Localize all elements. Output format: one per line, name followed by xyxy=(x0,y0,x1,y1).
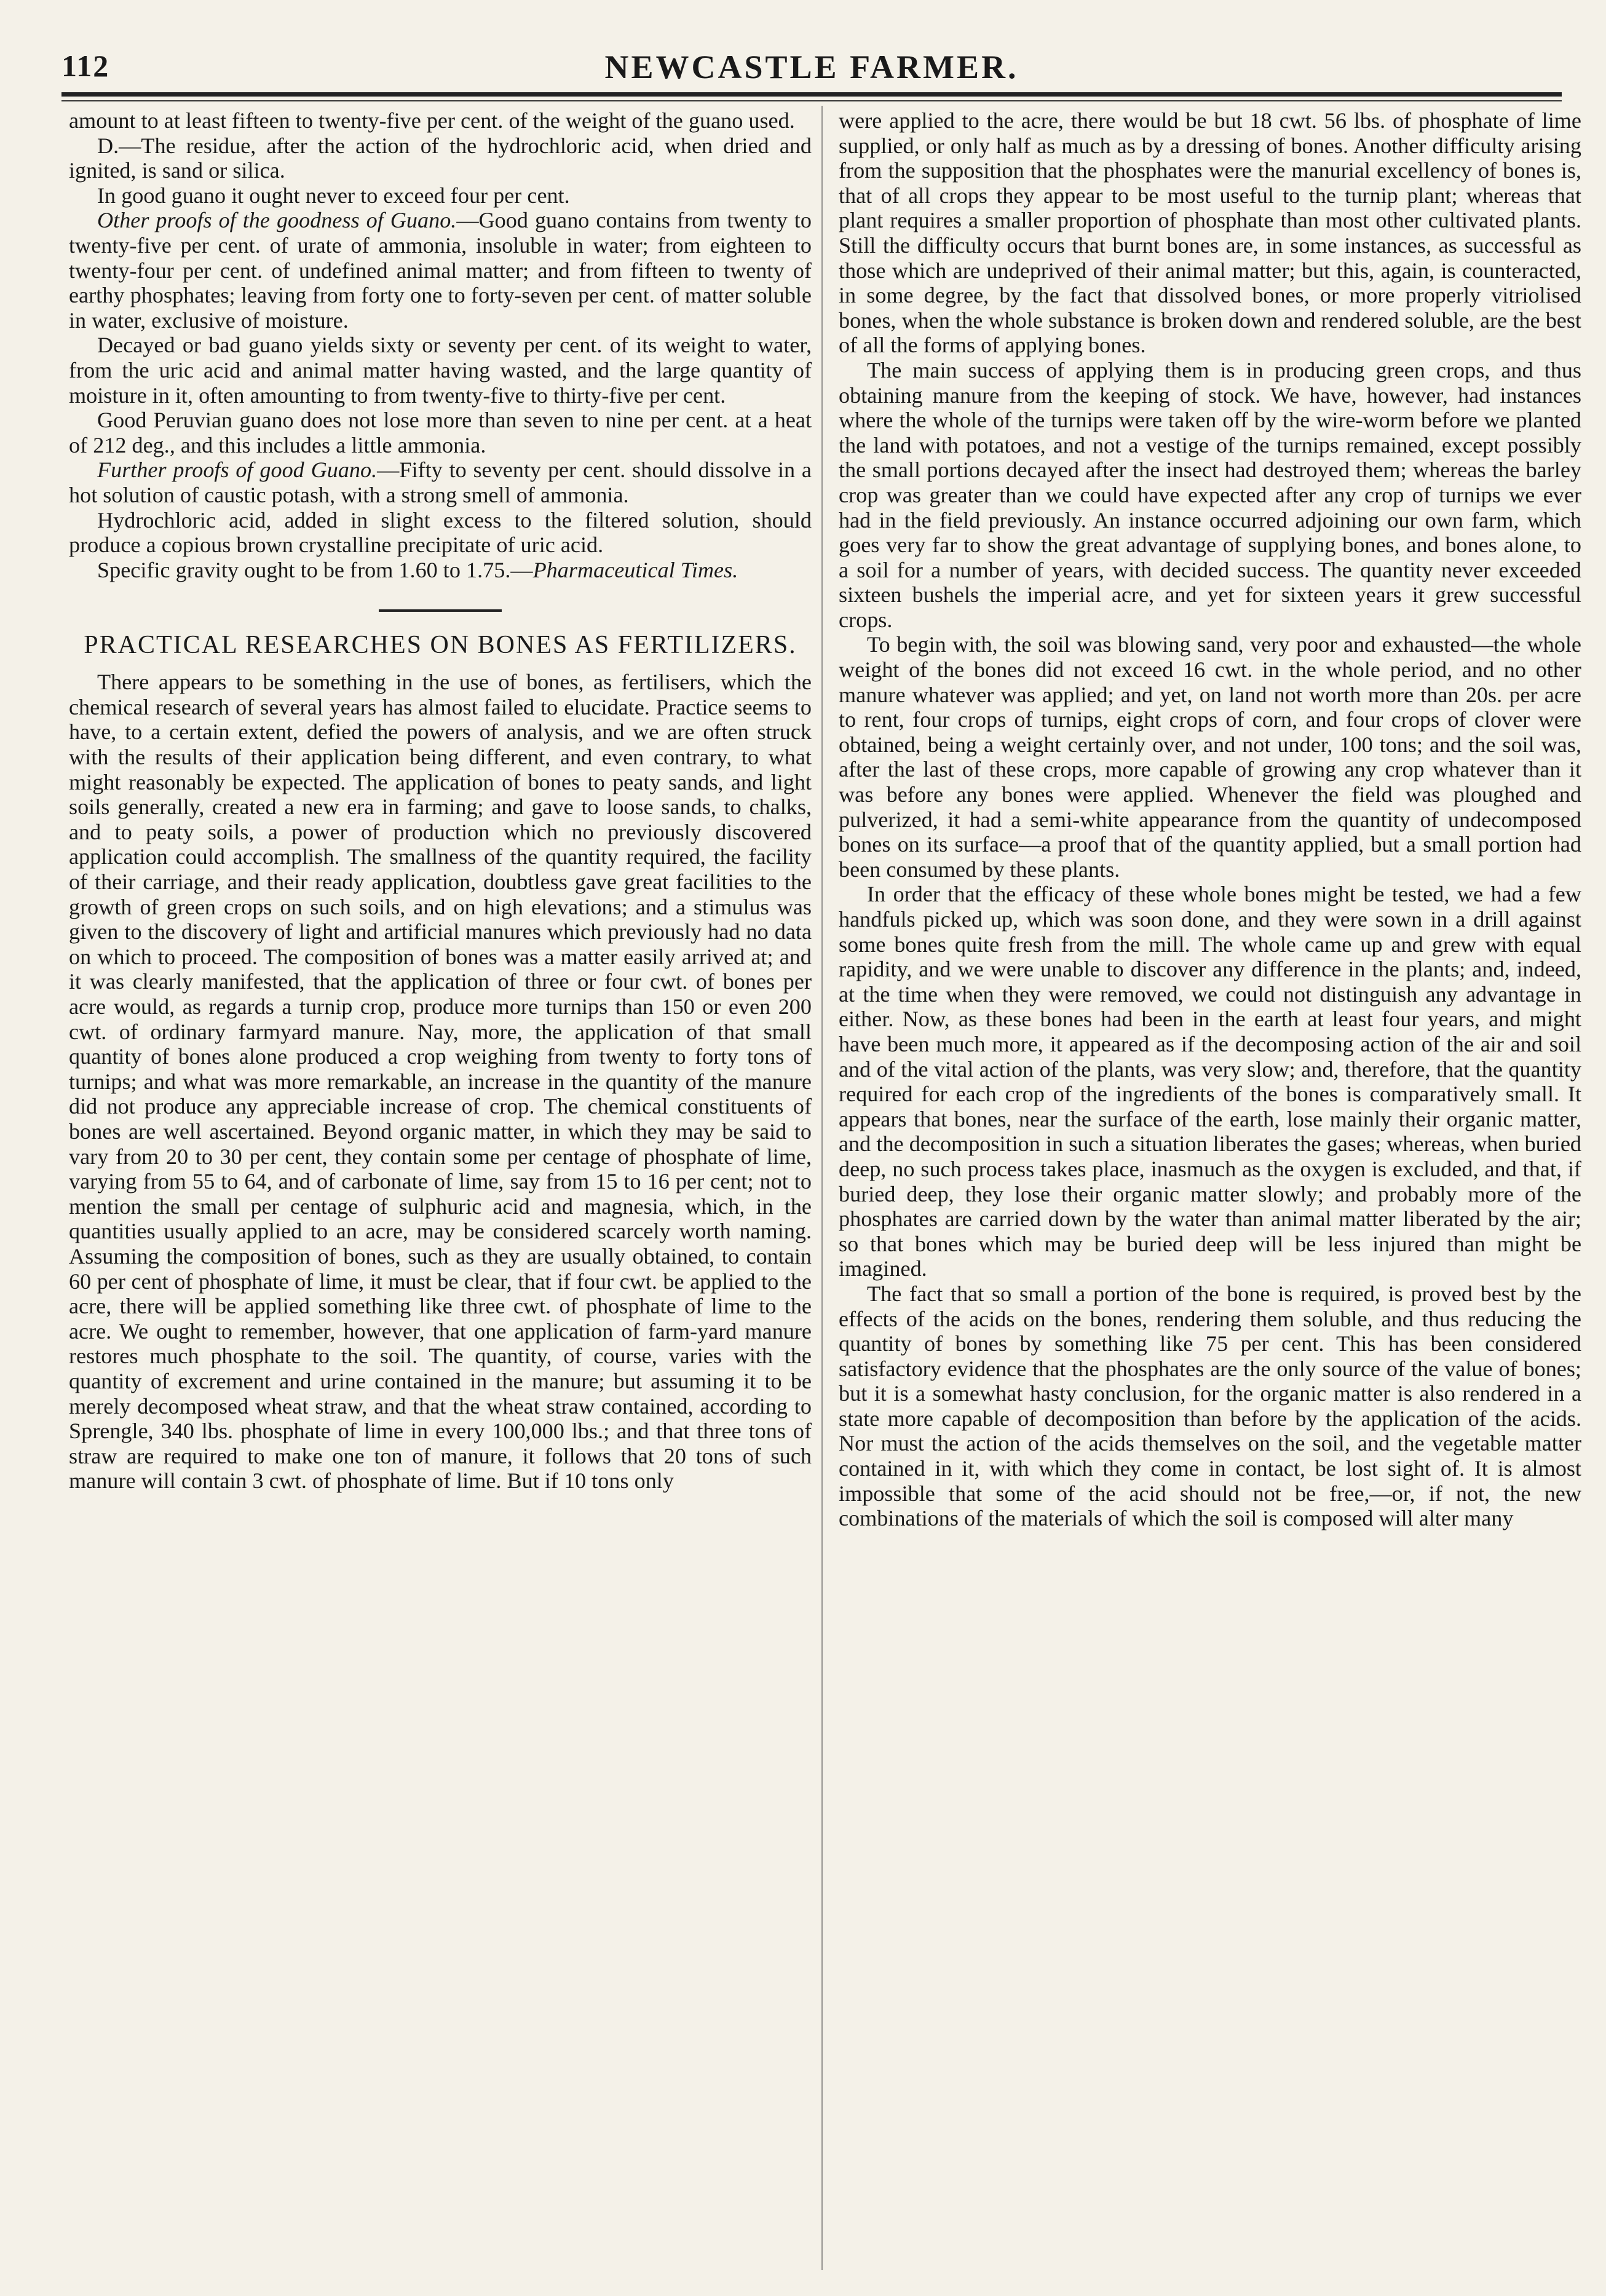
right-column xyxy=(839,108,1581,1531)
guano-paragraph: Good Peruvian guano does not lose more than seven to nine per cent. at a heat of 212 deg., and this includes a little ammonia. xyxy=(69,408,812,457)
header-rule-thin xyxy=(61,100,1562,101)
page-number: 112 xyxy=(61,49,110,83)
guano-paragraph: In good guano it ought never to exceed four per cent. xyxy=(97,183,570,208)
header-rule-thick xyxy=(61,92,1562,97)
guano-paragraph: Decayed or bad guano yields sixty or seventy per cent. of its weight to water, from the uric acid and animal matter having wasted, and the large quantity of moisture in it, often amounting to from twenty-five to thirty-five per cent. xyxy=(69,333,812,408)
source-credit: Pharmaceutical Times. xyxy=(532,557,738,582)
article-paragraph: The fact that so small a portion of the bone is required, is proved best by the effects of the acids on the bones, rendering them soluble, and thus reducing the quantity of bones by something like 75 per cent. This has been considered satisfactory evidence that the phosphates are the only source of the value of bones; but it is a somewhat hasty conclusion, for the organic matter is also rendered in a state more capable of decomposition than before by the application of the acids. Nor must the action of the acids themselves on the soil, and the vegetable matter contained in it, with which they come in contact, be lost sight of. It is almost impossible that some of the acid should not be free,—or, if not, the new combinations of the materials of which the soil is composed will alter many xyxy=(839,1281,1581,1531)
article-paragraph: were applied to the acre, there would be but 18 cwt. 56 lbs. of phosphate of lime supplied, or only half as much as by a dressing of bones. Another difficulty arising from the supposition that the phosphates were the manurial excellency of bones is, that of all crops they appear to be most useful to the turnip plant; whereas that plant requires a smaller proportion of phosphate than most other cultivated plants. Still the difficulty occurs that burnt bones are, in some instances, as successful as those which are undeprived of their animal matter; but this, again, is counteracted, in some degree, by the fact that dissolved bones, or more properly vitriolised bones, when the whole substance is broken down and rendered soluble, are the best of all the forms of applying bones. xyxy=(839,108,1581,358)
guano-paragraph: Hydrochloric acid, added in slight excess to the filtered solution, should produce a copious brown crystalline precipitate of uric acid. xyxy=(69,507,812,558)
article-paragraph: In order that the efficacy of these whole bones might be tested, we had a few handfuls picked up, which was soon done, and they were sown in a drill against some bones quite fresh from the mill. The whole came up and grew with equal rapidity, and we were unable to discover any difference in the plants; and, indeed, at the time when they were removed, we could not distinguish any advantage in either. Now, as these bones had been in the earth at least four years, and might have been much more, it appeared as if the decomposing action of the air and soil and of the vital action of the plants, was very slow; and, therefore, that the quantity required for each crop of the ingredients of the bones is comparatively small. It appears that bones, near the surface of the earth, lose mainly their organic matter, and the decomposition in such a situation liberates the gases; whereas, when buried deep, no such process takes place, inasmuch as the oxygen is excluded, and that, if buried deep, they lose their organic matter slowly; and probably more of the phosphates are carried down by the water than animal matter liberated by the air; so that bones which may be buried deep will be less injured than might be imagined. xyxy=(839,882,1581,1281)
guano-paragraph xyxy=(69,208,812,333)
paragraph-lead: Further proofs of good Guano. xyxy=(97,457,378,483)
article-paragraph: The main success of applying them is in producing green crops, and thus obtaining manure from the keeping of stock. We have, however, had instances where the whole of the turnips were taken off by the wire-worm before we planted the land with potatoes, and not a vestige of the turnips remained, except possibly the small portions decayed after the insect had destroyed them; whereas the barley crop was greater than we could have expected after any crop of turnips we ever had in the field previously. An instance occurred adjoining our own farm, which goes very far to show the great advantage of supplying bones, and bones alone, to a soil for a number of years, with decided success. The quantity never exceeded sixteen bushels the imperial acre, and yet for sixteen years it grew successful crops. xyxy=(839,357,1581,632)
guano-paragraph xyxy=(69,457,812,507)
guano-paragraph: amount to at least fifteen to twenty-five per cent. of the weight of the guano used. xyxy=(69,108,795,133)
journal-title: NEWCASTLE FARMER. xyxy=(604,49,1019,85)
paragraph-lead: Other proofs of the goodness of Guano. xyxy=(97,208,457,233)
article-title: PRACTICAL RESEARCHES ON BONES AS FERTILIZERS. xyxy=(84,631,797,660)
section-divider xyxy=(379,609,502,612)
guano-paragraph xyxy=(69,558,812,583)
paragraph-body: Specific gravity ought to be from 1.60 to 1.75.— xyxy=(97,557,533,582)
left-column xyxy=(69,108,812,1494)
guano-paragraph: D.—The residue, after the action of the hydrochloric acid, when dried and ignited, is sand or silica. xyxy=(69,133,812,183)
page-header xyxy=(61,41,1562,93)
article-paragraph: There appears to be something in the use of bones, as fertilisers, which the chemical research of several years has almost failed to elucidate. Practice seems to have, to a certain extent, defied the powers of analysis, and we are often struck with the results of their application being different, and even contrary, to what might reasonably be expected. The application of bones to peaty sands, and light soils generally, created a new era in farming; and gave to loose sands, to chalks, and to peaty soils, a power of production which no previously discovered application could accomplish. The smallness of the quantity required, the facility of their carriage, and their ready application, doubtless gave great facilities to the growth of green crops on such soils, and on high elevations; and a stimulus was given to the discovery of light and artificial manures which previously had no data on which to proceed. The composition of bones was a matter easily arrived at; and it was clearly manifested, that the application of three or four cwt. of bones per acre would, as regards a turnip crop, produce more turnips than 150 or even 200 cwt. of ordinary farmyard manure. Nay, more, the application of that small quantity of bones alone produced a crop weighing from twenty to forty tons of turnips; and what was more remarkable, an increase in the quantity of the manure did not produce any appreciable increase of crop. The chemical constituents of bones are well ascertained. Beyond organic matter, in which they may be said to vary from 20 to 30 per cent, they contain some per centage of phosphate of lime, varying from 55 to 64, and of carbonate of lime, say from 15 to 16 per cent; not to mention the small per centage of sulphuric acid and magnesia, which, in the quantities usually applied to an acre, may be considered scarcely worth naming. Assuming the composition of bones, such as they are usually obtained, to contain 60 per cent of phosphate of lime, it must be clear, that if four cwt. be applied to the acre, there will be applied something like three cwt. of phosphate of lime to the acre. We ought to remember, however, that one application of farm-yard manure restores much phosphate to the soil. The quantity, of course, varies with the quantity of excrement and urine contained in the manure; but assuming it to be merely decomposed wheat straw, and that the wheat straw contained, according to Sprengle, 340 lbs. phosphate of lime in every 100,000 lbs.; and that three tons of straw are required to make one ton of manure, it follows that 20 tons of such manure will contain 3 cwt. of phosphate of lime. But if 10 tons only xyxy=(69,670,812,1494)
paragraph-body: —Good guano contains from twenty to twenty-five per cent. of urate of ammonia, insoluble in water; from eighteen to twenty-four per cent. of undefined animal matter; and from fifteen to twenty of earthy phosphates; leaving from forty one to forty-seven per cent. of matter soluble in water, exclusive of moisture. xyxy=(69,208,812,333)
column-divider xyxy=(821,106,823,2270)
article-paragraph: To begin with, the soil was blowing sand, very poor and exhausted—the whole weight of the bones did not exceed 16 cwt. in the whole period, and no other manure whatever was applied; and yet, on land not worth more than 20s. per acre to rent, four crops of turnips, eight crops of corn, and four crops of clover were obtained, being a weight certainly over, and not under, 100 tons; and the soil was, after the last of these crops, more capable of growing any crop whatever than it was before any bones were applied. Whenever the field was ploughed and pulverized, it had a semi-white appearance from the quantity of undecomposed bones on its surface—a proof that of the quantity applied, but a small portion had been consumed by these plants. xyxy=(839,632,1581,882)
paragraph-body: —Fifty to seventy per cent. should dissolve in a hot solution of caustic potash, with a strong smell of ammonia. xyxy=(69,457,812,507)
